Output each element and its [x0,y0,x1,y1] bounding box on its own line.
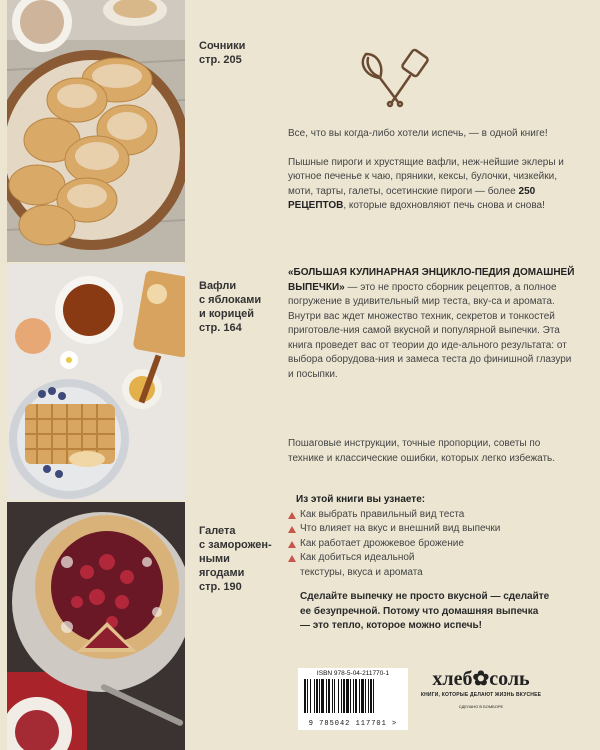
caption-line: с яблоками [199,294,262,306]
intro-block [288,127,576,214]
barcode-bars [298,677,408,715]
caption-line: стр. 164 [199,322,242,334]
photo-galette [7,502,185,750]
photo-waffles [7,264,185,500]
description-block [288,266,576,382]
photo-sochniki [7,0,185,262]
learn-list [288,508,588,581]
triangle-bullet-icon [288,541,296,548]
description-text: — это не просто сборник рецептов, а полное погружение в удивительный мир теста, вку-са и аромата. Внутри вас ждет множество техник, секретов и тонкостей приготовле-ния самой вкусной и популярной выпечки. Эта книга проведет вас от теории до иде-ального результата: от выбора оборудова-ния и замеса теста до финишной глазури и посыпки. [288,281,572,380]
caption-line: Галета [199,525,236,537]
recipes-count: 250 РЕЦЕПТОВ [288,185,536,211]
publisher-tagline: КНИГИ, КОТОРЫЕ ДЕЛАЮТ ЖИЗНЬ ВКУСНЕЕ [420,692,542,698]
caption-line: ягодами [199,567,245,579]
list-item [288,522,588,537]
triangle-bullet-icon [288,526,296,533]
list-item-text: Как работает дрожжевое брожение [300,537,464,549]
intro-text: , которые вдохновляют печь снова и снова! [343,200,545,211]
caption-line: ными [199,553,230,565]
caption-line: с заморожен- [199,539,272,551]
learn-section [288,493,588,580]
list-item [288,537,588,552]
barcode-digits: 9 785042 117701 > [308,720,398,728]
list-item [288,551,460,580]
publisher-logo [416,668,546,709]
barcode [298,668,408,730]
caption-line: и корицей [199,308,255,320]
publisher-name: хлеб✿соль [432,668,530,690]
final-statement: Сделайте выпечку не просто вкусной — сделайте ее безупречной. Потому что домашняя выпечка — это тепло, которое можно испечь! [300,591,550,631]
whisk-and-spatula-icon [356,48,434,110]
learn-title: Из этой книги вы узнаете: [296,494,426,505]
caption-line: Сочники [199,40,246,52]
intro-recipes-paragraph [288,156,576,214]
isbn-text: ISBN 978-5-04-211770-1 [316,670,390,677]
book-title: «БОЛЬШАЯ КУЛИНАРНАЯ ЭНЦИКЛО-ПЕДИЯ ДОМАШНЕЙ ВЫПЕЧКИ» [288,267,575,293]
list-item-text: Что влияет на вкус и внешний вид выпечки [300,523,501,534]
list-item-text: Как добиться идеальной текстуры, вкуса и аромата [300,552,423,578]
intro-text: Пышные пироги и хрустящие вафли, неж-нейшие эклеры и уютное печенье к чаю, пряники, кексы, булочки, чизкейки, моти, тарты, галеты, осетинские пироги — более [288,156,564,197]
caption-waffles [199,279,261,335]
triangle-bullet-icon [288,512,296,519]
publisher-imprint: СДЕЛАНО В БОМБОРЕ [458,704,504,709]
intro-paragraph: Все, что вы когда-либо хотели испечь, — в одной книге! [288,128,548,139]
instructions-block [288,437,576,466]
caption-line: Вафли [199,280,237,292]
caption-line: стр. 205 [199,54,242,66]
caption-galette [199,524,272,594]
instructions-paragraph: Пошаговые инструкции, точные пропорции, советы по технике и классические ошибки, которых легко избежать. [288,438,556,464]
description-paragraph [288,266,576,382]
list-item [288,508,588,523]
caption-sochniki [199,39,245,67]
caption-line: стр. 190 [199,581,242,593]
photo-column [7,0,185,750]
list-item-text: Как выбрать правильный вид теста [300,508,465,520]
triangle-bullet-icon [288,555,296,562]
